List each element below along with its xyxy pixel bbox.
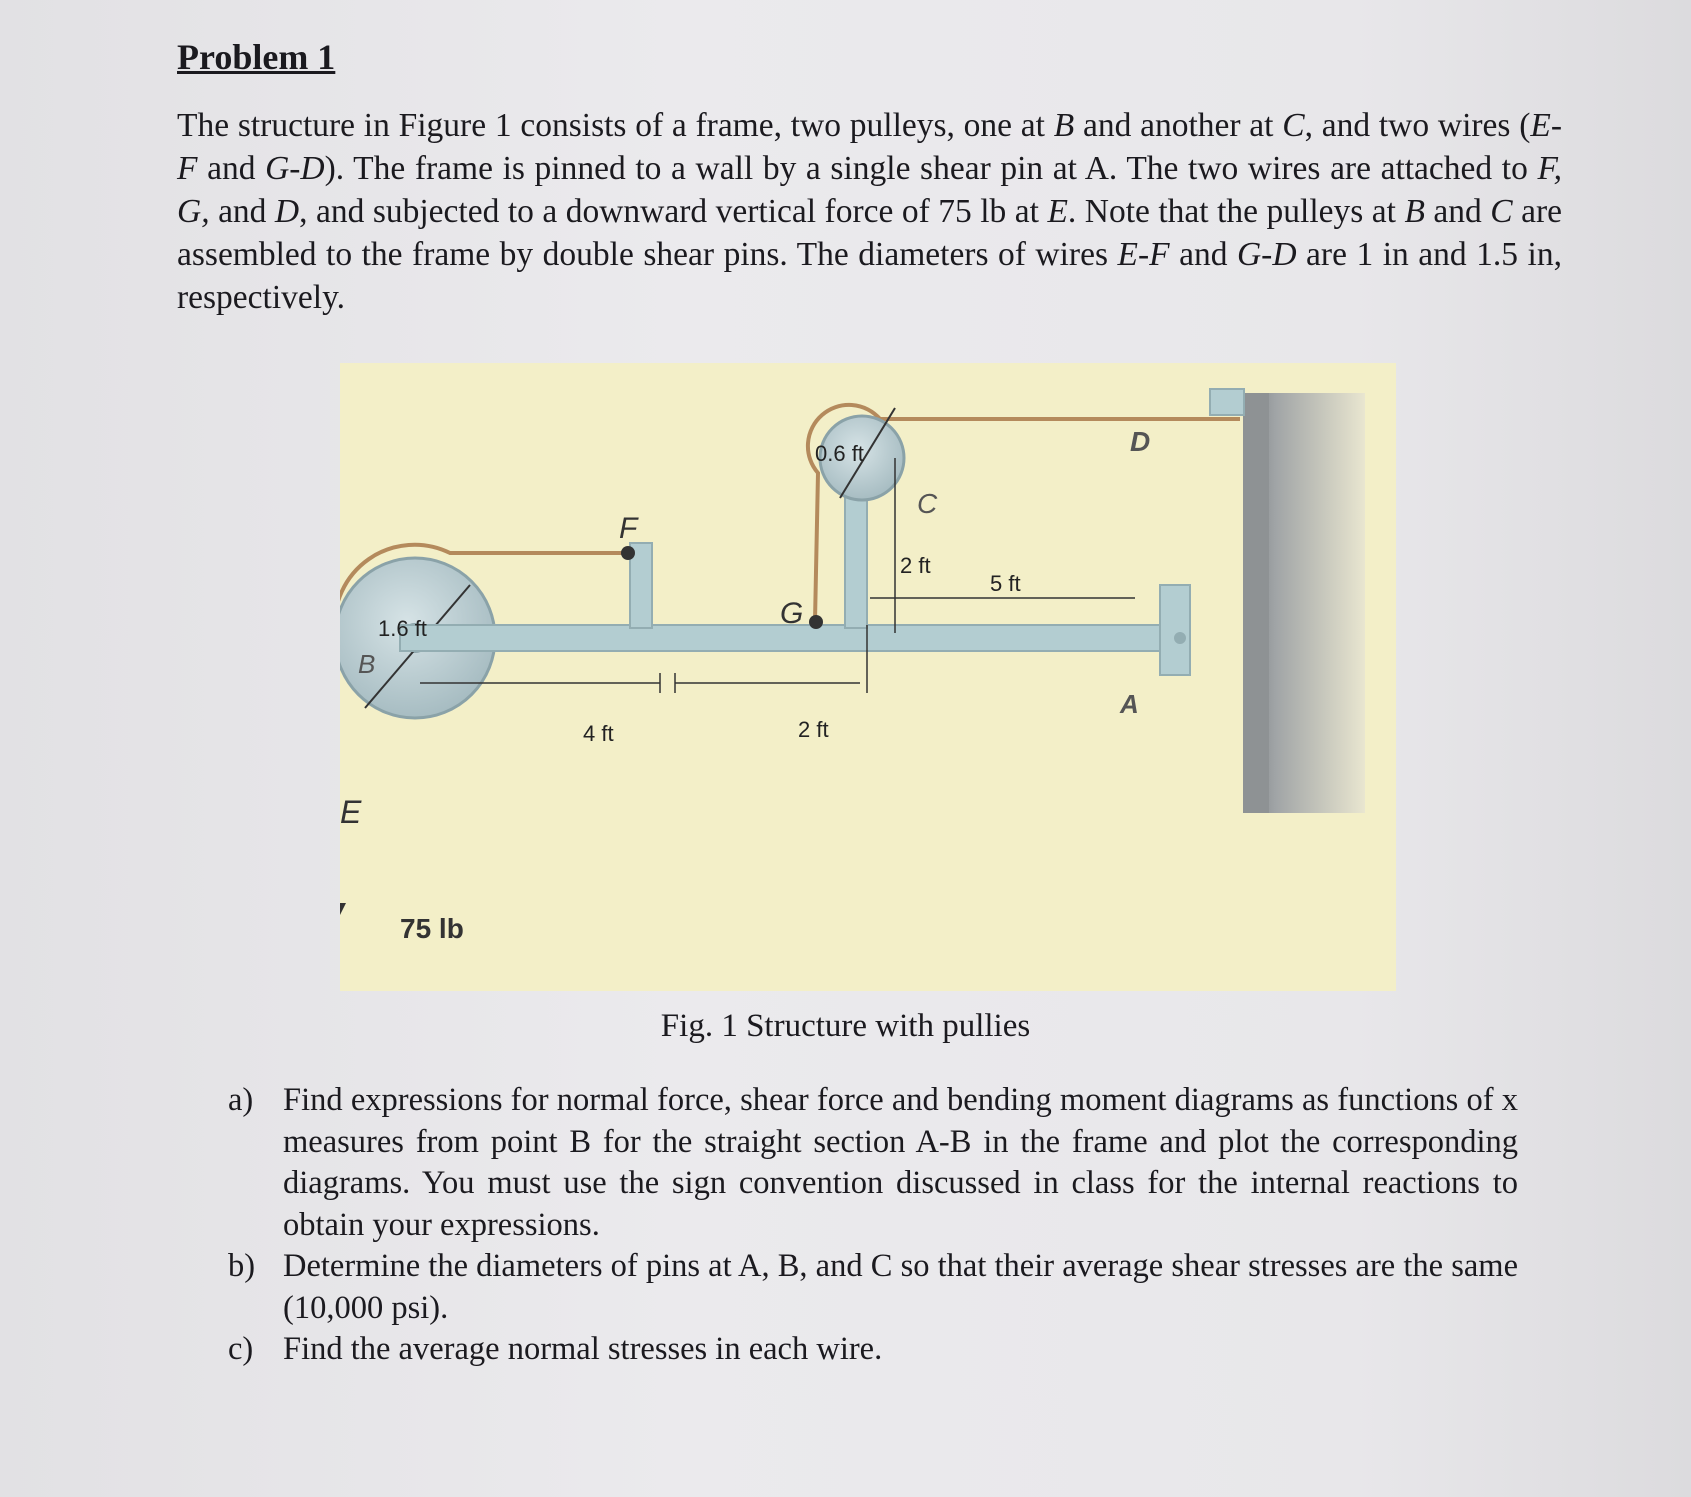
intro-segment: and another at bbox=[1074, 107, 1283, 144]
problem-title: Problem 1 bbox=[177, 37, 336, 77]
figure-caption: Fig. 1 Structure with pullies bbox=[660, 1008, 1031, 1044]
question-item bbox=[228, 1246, 1518, 1329]
structure-diagram bbox=[340, 363, 1396, 991]
question-label: c) bbox=[228, 1331, 254, 1367]
intro-segment: are assembled to the frame by double shear pins. The diameters of wires bbox=[177, 193, 1562, 273]
intro-segment: B bbox=[1053, 107, 1075, 144]
label-g: G bbox=[780, 597, 804, 630]
label-dim-2ft-v: 2 ft bbox=[900, 553, 931, 578]
pin-a bbox=[1174, 632, 1186, 644]
label-f: F bbox=[619, 512, 638, 545]
question-text: Find expressions for normal force, shear force and bending moment diagrams as functions of x measures from point B for the straight section A-B in the frame and plot the corresponding diagrams. You must use the sign convention discussed in class for the internal reactions to obtain your expressions. bbox=[283, 1082, 1518, 1243]
intro-segment: G-D bbox=[265, 150, 325, 187]
question-list bbox=[228, 1080, 1518, 1371]
label-dim-5ft: 5 ft bbox=[990, 571, 1021, 596]
intro-segment: The structure in Figure 1 consists of a frame, two pulleys, one at bbox=[177, 107, 1054, 144]
intro-segment: and bbox=[1424, 193, 1491, 230]
label-a: A bbox=[1120, 689, 1139, 719]
intro-segment: E-F bbox=[1117, 236, 1170, 273]
point-g bbox=[809, 615, 823, 629]
intro-segment: ). The frame is pinned to a wall by a single shear pin at A. The two wires are attached to bbox=[324, 150, 1538, 187]
label-dim-2ft-h: 2 ft bbox=[798, 717, 829, 742]
question-text: Determine the diameters of pins at A, B, and C so that their average shear stresses are the same (10,000 psi). bbox=[283, 1248, 1518, 1326]
bracket-a bbox=[1160, 585, 1190, 675]
intro-segment: C bbox=[1490, 193, 1513, 230]
label-e: E bbox=[340, 794, 362, 830]
intro-segment: and bbox=[197, 150, 266, 187]
force-arrowhead bbox=[340, 903, 346, 925]
figure-1 bbox=[340, 363, 1396, 991]
intro-segment: and bbox=[209, 193, 275, 230]
label-dim-pulley-c: 0.6 ft bbox=[815, 441, 864, 466]
label-dim-pulley-b: 1.6 ft bbox=[378, 616, 427, 641]
label-c: C bbox=[917, 488, 938, 519]
intro-segment: E-F bbox=[177, 107, 1562, 187]
intro-segment: F, G, bbox=[177, 150, 1562, 230]
label-force: 75 lb bbox=[400, 913, 464, 944]
intro-segment: E bbox=[1047, 193, 1068, 230]
intro-segment: D bbox=[274, 193, 300, 230]
intro-segment: C bbox=[1282, 107, 1305, 144]
question-item bbox=[228, 1080, 1518, 1246]
label-b: B bbox=[358, 649, 376, 679]
intro-segment: G-D bbox=[1236, 236, 1297, 273]
intro-segment: and bbox=[1169, 236, 1237, 273]
problem-statement bbox=[177, 104, 1562, 319]
intro-segment: B bbox=[1404, 193, 1425, 230]
intro-segment: are 1 in and 1.5 in, respectively. bbox=[177, 236, 1562, 316]
bracket-d bbox=[1210, 389, 1244, 415]
question-label: b) bbox=[228, 1248, 256, 1284]
label-dim-4ft: 4 ft bbox=[583, 721, 614, 746]
question-label: a) bbox=[228, 1082, 254, 1118]
intro-segment: . Note that the pulleys at bbox=[1067, 193, 1405, 230]
question-item bbox=[228, 1329, 1518, 1371]
intro-segment: , and two wires ( bbox=[1304, 107, 1531, 144]
label-d: D bbox=[1130, 426, 1151, 457]
intro-segment: , and subjected to a downward vertical force of 75 lb at bbox=[299, 193, 1048, 230]
question-text: Find the average normal stresses in each wire. bbox=[283, 1331, 883, 1367]
wall bbox=[1243, 393, 1269, 813]
point-f bbox=[621, 546, 635, 560]
